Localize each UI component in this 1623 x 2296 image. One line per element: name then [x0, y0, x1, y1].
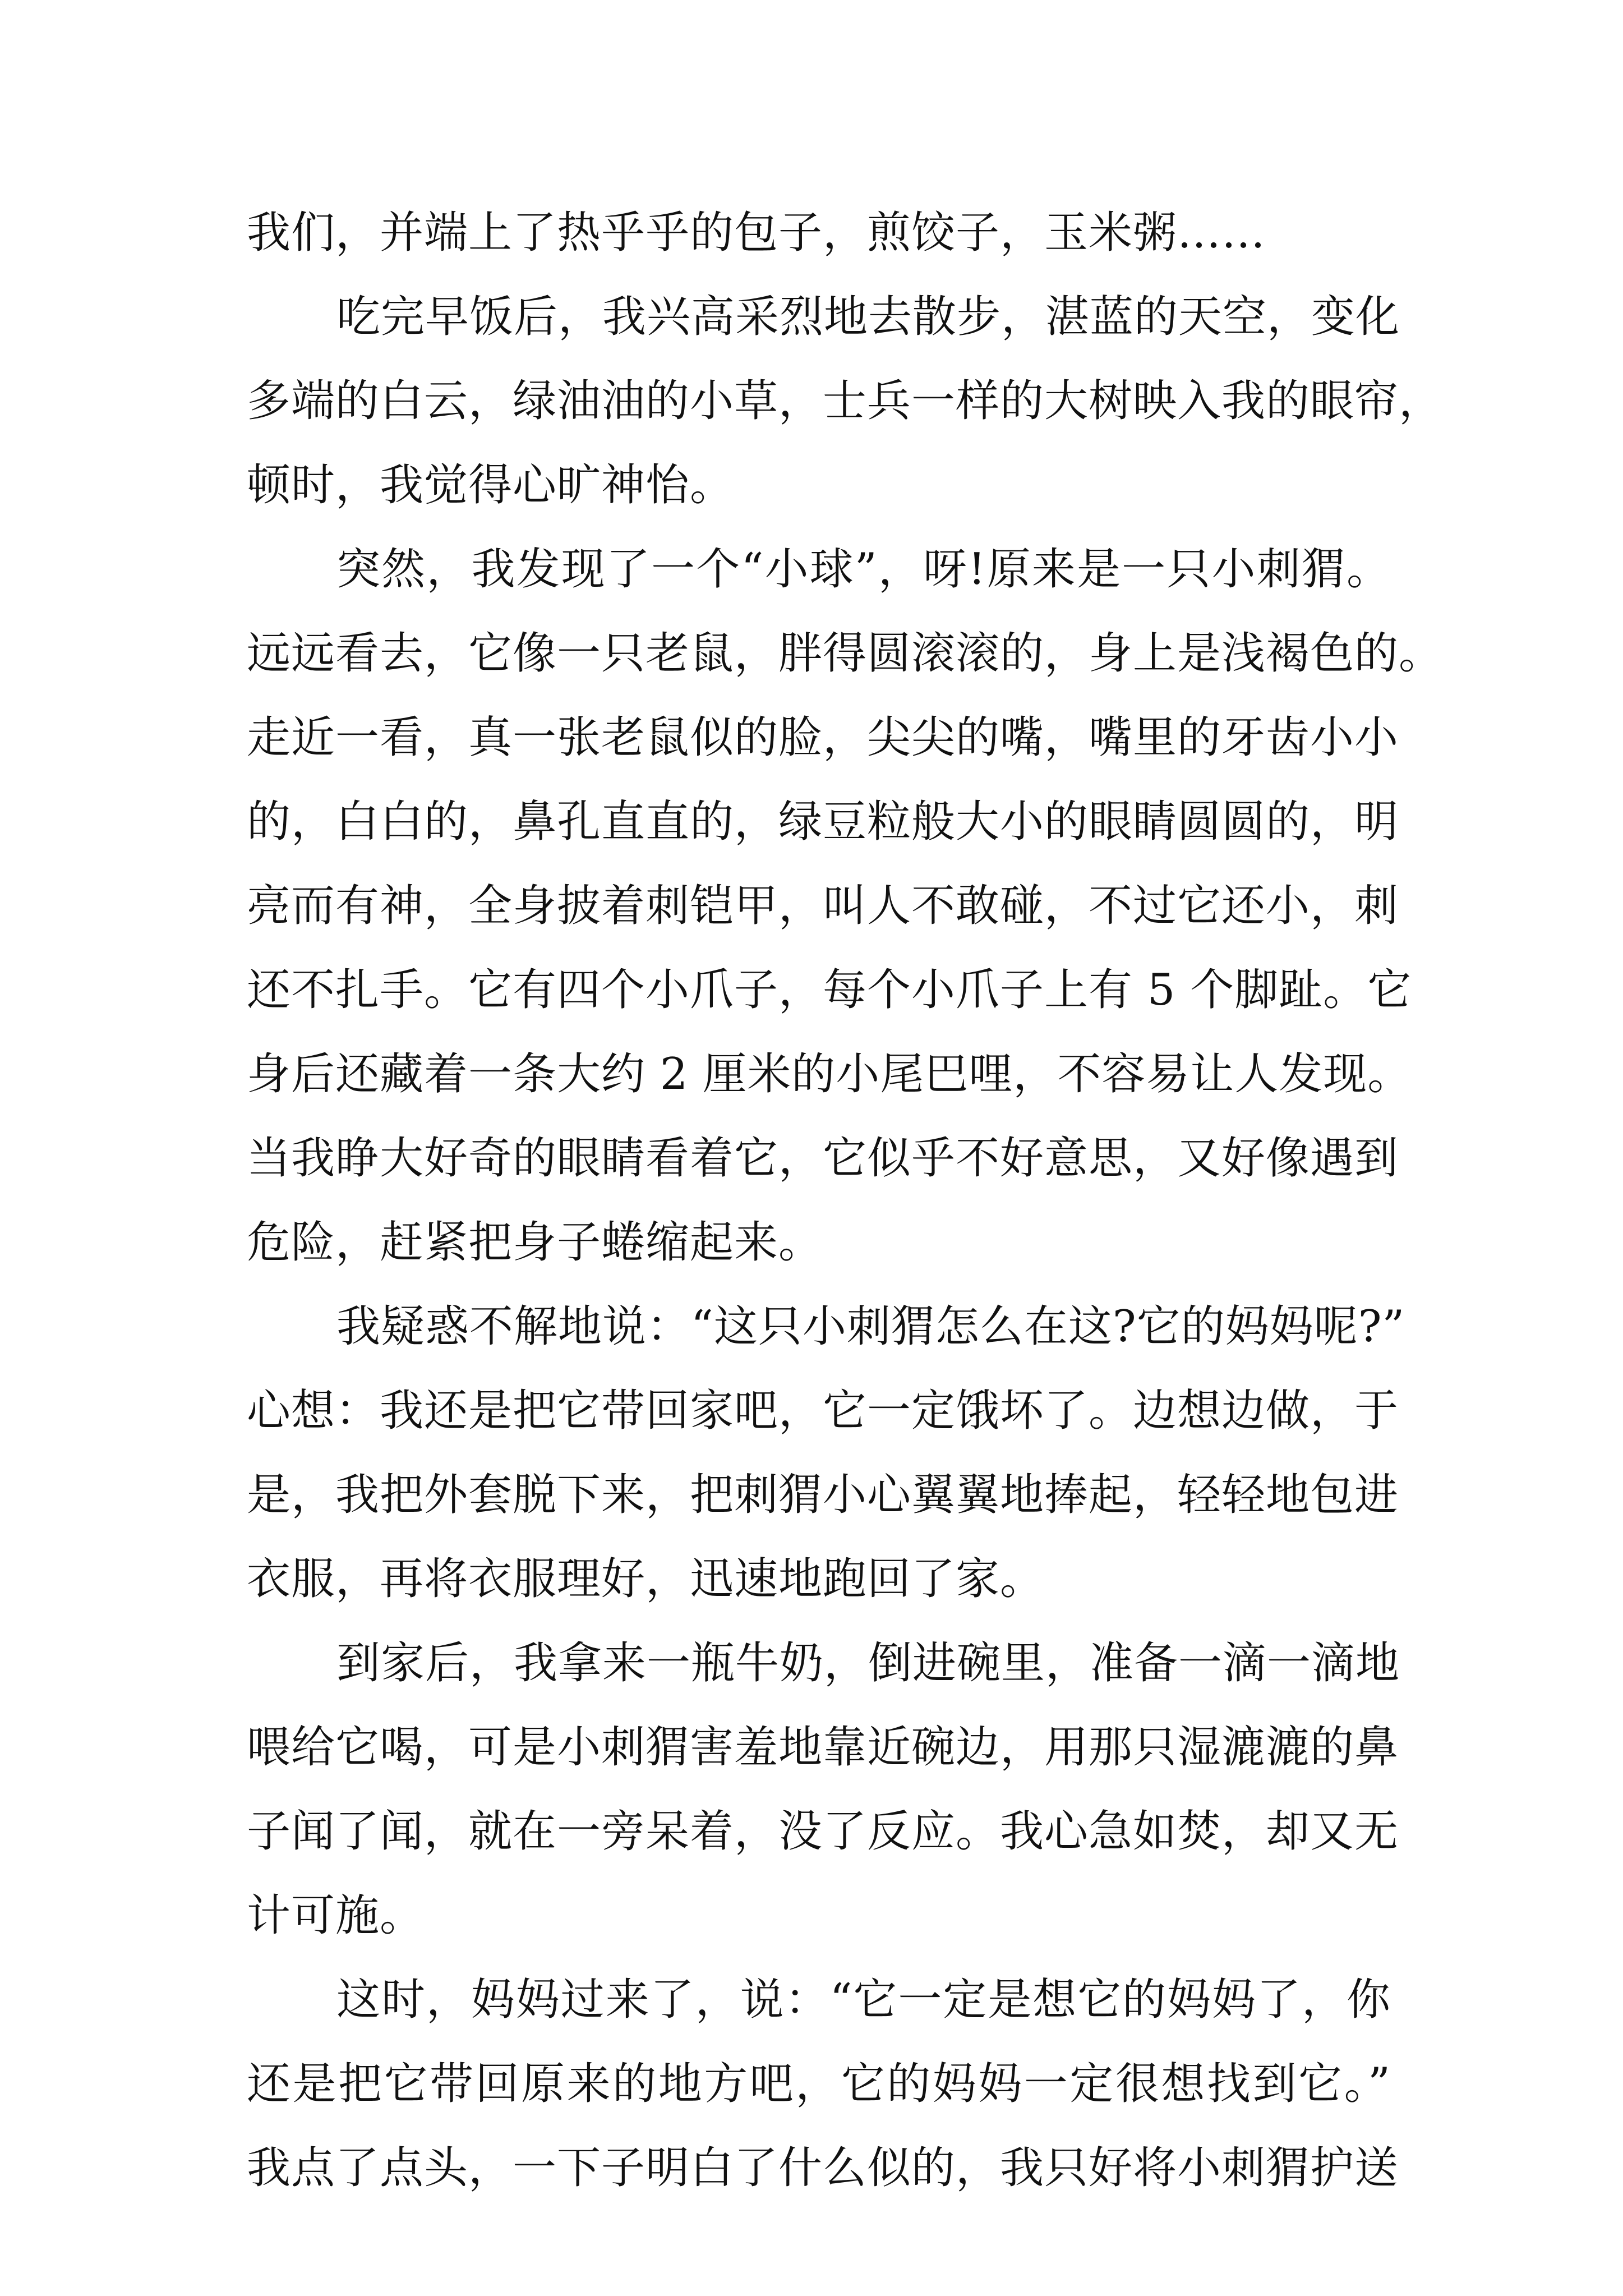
text-line: 我们，并端上了热乎乎的包子，煎饺子，玉米粥……	[247, 208, 1266, 258]
text-line: 心想：我还是把它带回家吧，它一定饿坏了。边想边做，于	[247, 1386, 1399, 1436]
text-line: 喂给它喝，可是小刺猬害羞地靠近碗边，用那只湿漉漉的鼻	[247, 1722, 1399, 1773]
text-line: 当我睁大好奇的眼睛看着它，它似乎不好意思，又好像遇到	[247, 1133, 1399, 1184]
text-line: 我疑惑不解地说：“这只小刺猬怎么在这?它的妈妈呢?”	[336, 1301, 1405, 1352]
text-line: 计可施。	[247, 1890, 425, 1941]
text-line: 衣服，再将衣服理好，迅速地跑回了家。	[247, 1554, 1045, 1604]
text-line: 危险，赶紧把身子蜷缩起来。	[247, 1217, 823, 1268]
text-line: 子闻了闻，就在一旁呆着，没了反应。我心急如焚，却又无	[247, 1806, 1399, 1857]
text-line: 顿时，我觉得心旷神怡。	[247, 460, 735, 510]
text-line: 的，白白的，鼻孔直直的，绿豆粒般大小的眼睛圆圆的，明	[247, 797, 1399, 847]
text-line: 吃完早饭后，我兴高采烈地去散步，湛蓝的天空，变化	[336, 292, 1400, 342]
text-line: 多端的白云，绿油油的小草，士兵一样的大树映入我的眼帘，	[247, 376, 1444, 426]
text-line: 亮而有神，全身披着刺铠甲，叫人不敢碰，不过它还小，刺	[247, 881, 1399, 931]
text-line: 到家后，我拿来一瓶牛奶，倒进碗里，准备一滴一滴地	[336, 1638, 1400, 1688]
text-line: 还是把它带回原来的地方吧，它的妈妈一定很想找到它。”	[247, 2059, 1391, 2109]
text-line: 身后还藏着一条大约 2 厘米的小尾巴哩，不容易让人发现。	[247, 1049, 1412, 1099]
text-line: 是，我把外套脱下来，把刺猬小心翼翼地捧起，轻轻地包进	[247, 1470, 1399, 1520]
text-line: 走近一看，真一张老鼠似的脸，尖尖的嘴，嘴里的牙齿小小	[247, 712, 1399, 763]
text-line: 还不扎手。它有四个小爪子，每个小爪子上有 5 个脚趾。它	[247, 965, 1412, 1015]
text-line: 远远看去，它像一只老鼠，胖得圆滚滚的，身上是浅褐色的。	[247, 628, 1444, 679]
text-line: 这时，妈妈过来了，说：“它一定是想它的妈妈了，你	[336, 1975, 1391, 2025]
text-line: 我点了点头，一下子明白了什么似的，我只好将小刺猬护送	[247, 2143, 1399, 2193]
text-line: 突然，我发现了一个“小球”，呀!原来是一只小刺猬。	[336, 544, 1391, 595]
